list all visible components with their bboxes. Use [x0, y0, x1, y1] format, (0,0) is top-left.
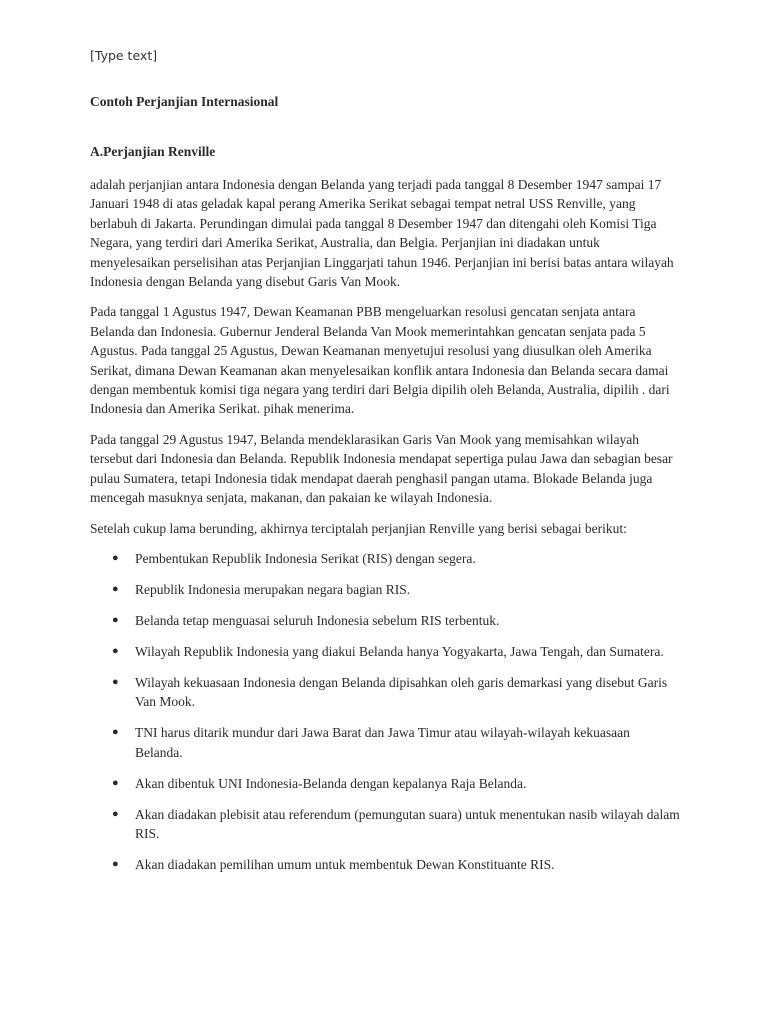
list-item-text: Akan dibentuk UNI Indonesia-Belanda dengan kepalanya Raja Belanda.	[135, 775, 527, 791]
bullet-list	[90, 549, 680, 875]
bullet-icon: ●	[112, 776, 119, 789]
bullet-icon: ●	[112, 675, 119, 688]
list-item	[90, 855, 680, 874]
list-item-text: Republik Indonesia merupakan negara bagian RIS.	[135, 581, 411, 597]
bullet-icon: ●	[112, 613, 119, 626]
list-item	[90, 723, 680, 762]
list-item-text: Akan diadakan pemilihan umum untuk membentuk Dewan Konstituante RIS.	[135, 857, 555, 873]
section-heading: A.Perjanjian Renville	[90, 144, 216, 159]
bullet-icon: ●	[112, 644, 119, 657]
bullet-icon: ●	[112, 551, 119, 564]
paragraph: Pada tanggal 29 Agustus 1947, Belanda mendeklarasikan Garis Van Mook yang memisahkan wilayah tersebut dari Indonesia dan Belanda. Republik Indonesia mendapat sepertiga pulau Jawa dan sebagian besar pulau Sumatera, tetapi Indonesia tidak mendapat daerah penghasil pangan utama. Blokade Belanda juga mencegah masuknya senjata, makanan, dan pakaian ke wilayah Indonesia.	[90, 431, 673, 506]
list-item-text: Belanda tetap menguasai seluruh Indonesia sebelum RIS terbentuk.	[135, 612, 500, 628]
bullet-icon: ●	[112, 582, 119, 595]
list-item-text: Akan diadakan plebisit atau referendum (pemungutan suara) untuk menentukan nasib wilayah dalam RIS.	[135, 806, 680, 842]
page-header: [Type text]	[90, 48, 158, 63]
bullet-icon: ●	[112, 858, 119, 871]
list-item-text: Pembentukan Republik Indonesia Serikat (RIS) dengan segera.	[135, 550, 476, 566]
list-item	[90, 774, 680, 793]
paragraph: adalah perjanjian antara Indonesia dengan Belanda yang terjadi pada tanggal 8 Desember 1947 sampai 17 Januari 1948 di atas geladak kapal perang Amerika Serikat sebagai tempat netral USS Renville, yang berlabuh di Jakarta. Perundingan dimulai pada tanggal 8 Desember 1947 dan ditengahi oleh Komisi Tiga Negara, yang terdiri dari Amerika Serikat, Australia, dan Belgia. Perjanjian ini diadakan untuk menyelesaikan perselisihan atas Perjanjian Linggarjati tahun 1946. Perjanjian ini berisi batas antara wilayah Indonesia dengan Belanda yang disebut Garis Van Mook.	[90, 177, 674, 290]
list-item-text: Wilayah Republik Indonesia yang diakui Belanda hanya Yogyakarta, Jawa Tengah, dan Sumatera.	[135, 643, 664, 659]
list-item	[90, 549, 680, 568]
list-item	[90, 673, 680, 712]
document-title: Contoh Perjanjian Internasional	[90, 94, 279, 109]
list-item-text: TNI harus ditarik mundur dari Jawa Barat dan Jawa Timur atau wilayah-wilayah kekuasaan Belanda.	[135, 725, 630, 760]
bullet-icon: ●	[112, 807, 119, 820]
list-item-text: Wilayah kekuasaan Indonesia dengan Belanda dipisahkan oleh garis demarkasi yang disebut Garis Van Mook.	[135, 674, 668, 710]
list-item	[90, 642, 680, 661]
list-item	[90, 580, 680, 599]
document-body	[90, 175, 680, 886]
paragraph: Pada tanggal 1 Agustus 1947, Dewan Keamanan PBB mengeluarkan resolusi gencatan senjata antara Belanda dan Indonesia. Gubernur Jenderal Belanda Van Mook memerintahkan gencatan senjata pada 5 Agustus. Pada tanggal 25 Agustus, Dewan Keamanan menyetujui resolusi yang diusulkan oleh Amerika Serikat, dimana Dewan Keamanan akan menyelesaikan konflik antara Indonesia dan Belanda secara damai dengan membentuk komisi tiga negara yang terdiri dari Belgia dipilih oleh Belanda, Australia, dipilih . dari Indonesia dan Amerika Serikat. pihak menerima.	[90, 304, 670, 417]
bullet-icon: ●	[112, 726, 119, 739]
list-item	[90, 611, 680, 630]
paragraph: Setelah cukup lama berunding, akhirnya terciptalah perjanjian Renville yang berisi sebagai berikut:	[90, 520, 627, 536]
list-item	[90, 805, 680, 844]
